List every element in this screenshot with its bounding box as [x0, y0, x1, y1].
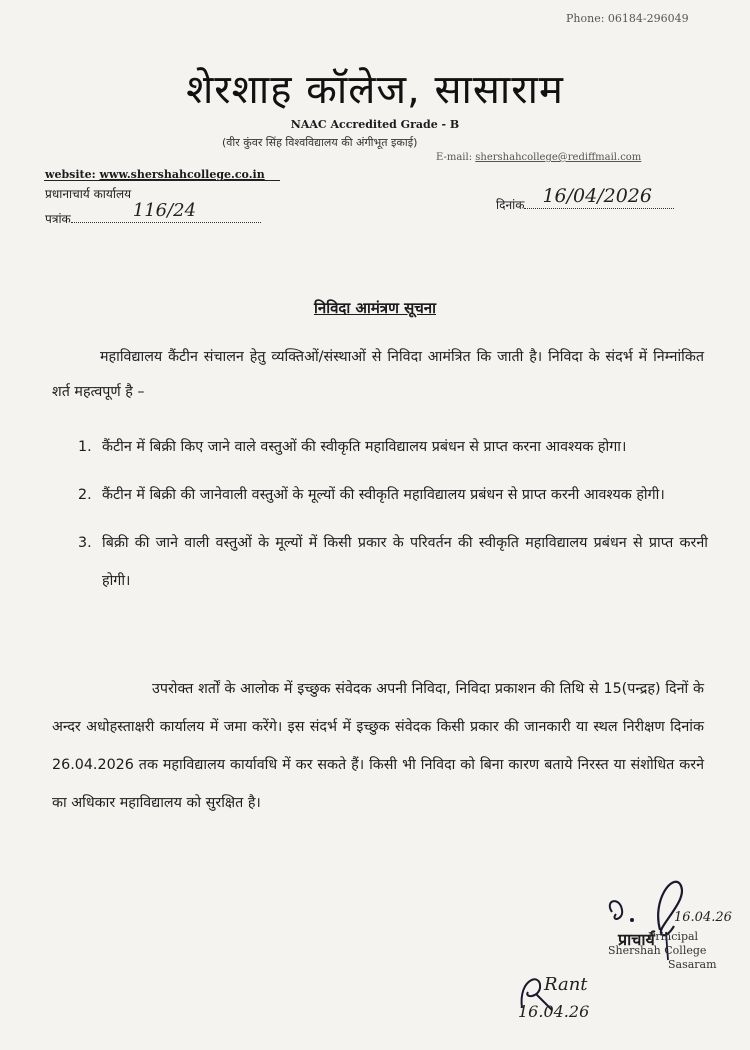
phone-number: Phone: 06184-296049: [566, 12, 689, 25]
condition-item: [78, 476, 708, 514]
email-label: E-mail:: [436, 152, 476, 163]
principal-signature-date: 16.04.26: [674, 910, 732, 925]
seal-line-2: Shershah College: [608, 944, 707, 957]
principal-title-hi: प्राचार्य: [618, 930, 655, 949]
condition-text: कैंटीन में बिक्री किए जाने वाले वस्तुओं की स्वीकृति महाविद्यालय प्रबंधन से प्राप्त करना आवश्यक होगा।: [102, 439, 627, 455]
condition-text: कैंटीन में बिक्री की जानेवाली वस्तुओं के मूल्यों की स्वीकृति महाविद्यालय प्रबंधन से प्राप्त करनी आवश्यक होगी।: [102, 487, 665, 503]
website-url: www.shershahcollege.co.in: [99, 168, 265, 181]
seal-line-3: Sasaram: [668, 958, 717, 971]
dinank-line: [496, 185, 674, 213]
patrank-value: 116/24: [132, 200, 197, 221]
patrank-label: पत्रांक: [45, 212, 71, 226]
seal-line-1: Principal: [648, 930, 699, 943]
header-divider: [44, 180, 280, 181]
conditions-list: [78, 428, 708, 610]
patrank-line: [45, 200, 261, 227]
condition-number: 3.: [78, 535, 92, 551]
college-seal: [608, 930, 717, 972]
receipt-date: 16.04.26: [518, 1002, 590, 1021]
receipt-initials: Rant: [544, 974, 588, 995]
notice-title: [0, 298, 750, 318]
receipt-signature: [512, 968, 622, 1032]
patrank-field: [71, 200, 261, 223]
email-line: [436, 152, 641, 163]
affiliation: (वीर कुंवर सिंह विश्वविद्यालय की अंगीभूत इकाई): [222, 136, 418, 149]
website-label: website:: [45, 168, 100, 181]
naac-grade: NAAC Accredited Grade - B: [290, 118, 460, 131]
condition-number: 2.: [78, 487, 92, 503]
notice-intro-text: महाविद्यालय कैंटीन संचालन हेतु व्यक्तिओं/संस्थाओं से निविदा आमंत्रित कि जाती है। निविदा के संदर्भ में निम्नांकित शर्त महत्वपूर्ण है –: [52, 349, 704, 400]
condition-text: बिक्री की जाने वाली वस्तुओं के मूल्यों में किसी प्रकार के परिवर्तन की स्वीकृति महाविद्यालय प्रबंधन से प्राप्त करनी होगी।: [102, 535, 708, 589]
notice-closing-text: उपरोक्त शर्तों के आलोक में इच्छुक संवेदक अपनी निविदा, निविदा प्रकाशन की तिथि से 15(पन्द्रह) दिनों के अन्दर अधोहस्ताक्षरी कार्यालय में जमा करेंगे। इस संदर्भ में इच्छुक संवेदक किसी प्रकार की जानकारी या स्थल निरीक्षण दिनांक 26.04.2026 तक महाविद्यालय कार्यावधि में कर सकते हैं। किसी भी निविदा को बिना कारण बताये निरस्त या संशोधित करने का अधिकार महाविद्यालय को सुरक्षित है।: [52, 681, 704, 811]
dinank-label: दिनांक: [496, 198, 525, 212]
college-name: शेरशाह कॉलेज, सासाराम: [186, 67, 564, 113]
condition-number: 1.: [78, 439, 92, 455]
condition-item: [78, 524, 708, 600]
dinank-value: 16/04/2026: [542, 185, 652, 207]
notice-title-text: निविदा आमंत्रण सूचना: [313, 299, 437, 317]
dinank-field: [524, 185, 674, 209]
office-label: प्रधानाचार्य कार्यालय: [45, 187, 132, 201]
email-address: shershahcollege@rediffmail.com: [475, 152, 642, 163]
condition-item: [78, 428, 708, 466]
notice-intro: [52, 340, 704, 410]
notice-closing: [52, 670, 704, 822]
